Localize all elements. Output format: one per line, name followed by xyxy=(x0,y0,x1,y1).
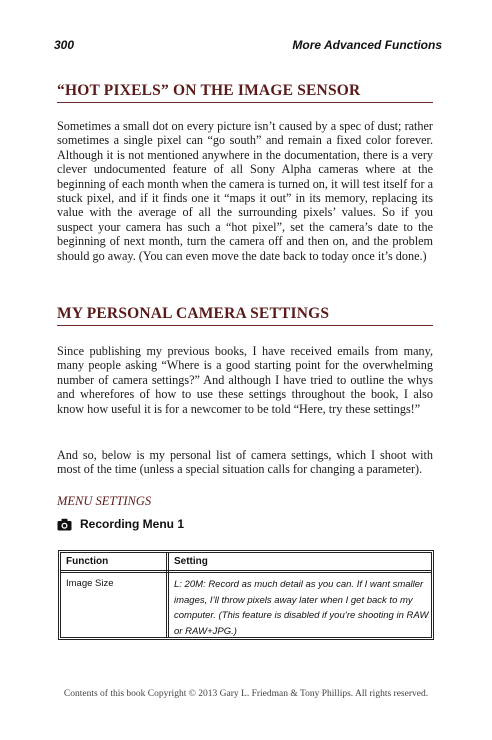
recording-menu-title xyxy=(57,515,184,533)
hot-pixels-paragraph: Sometimes a small dot on every picture isn’t caused by a spec of dust; rather sometimes a single pixel can “go south” and remain a fixed color forever. Although it is not mentioned anywhere in the documentation, there is a very clever undocumented feature of all Sony Alpha cameras where at the beginning of each month when the camera is turned on, it will test itself for a stuck pixel, and if it finds one it “maps it out” in its memory, replacing its value with the average of all the surrounding pixels’ values. So if you suspect your camera has such a “hot pixel”, set the camera’s date to the beginning of next month, turn the camera off and then on, and the problem should go away. (You can even move the date back to today once it’s done.) xyxy=(57,119,433,263)
camera-settings-paragraph-1: Since publishing my previous books, I have received emails from many, many people asking “Where is a good starting point for the overwhelming number of camera settings?” And although I have tried to outline the whys and wherefores of how to use these settings throughout the book, I also know how useful it is for a newcomer to be told “Here, try these settings!” xyxy=(57,344,433,416)
section-heading-hot-pixels: “HOT PIXELS” ON THE IMAGE SENSOR xyxy=(57,82,433,103)
table-header-row xyxy=(61,553,431,573)
table-header-function: Function xyxy=(66,556,109,567)
chapter-title: More Advanced Functions xyxy=(292,38,442,52)
table-cell-function: Image Size xyxy=(66,578,114,589)
table-column-divider xyxy=(166,553,169,637)
table-cell-setting: L: 20M: Record as much detail as you can. If I want smaller images, I’ll throw pixels away later when I get back to my computer. (This feature is disabled if you’re shooting in RAW or RAW+JPG.) xyxy=(174,579,429,637)
camera-settings-paragraph-2: And so, below is my personal list of camera settings, which I shoot with most of the time (unless a special situation calls for changing a parameter). xyxy=(57,448,433,477)
copyright-footer: Contents of this book Copyright © 2013 Gary L. Friedman & Tony Phillips. All rights reserved. xyxy=(63,689,429,699)
camera-icon xyxy=(57,518,72,531)
page-number: 300 xyxy=(54,38,75,52)
page-header xyxy=(52,38,442,58)
recording-menu-label: Recording Menu 1 xyxy=(80,517,185,531)
settings-table xyxy=(58,550,434,640)
menu-settings-subheading: MENU SETTINGS xyxy=(57,494,152,508)
table-header-setting: Setting xyxy=(174,556,208,567)
section-heading-camera-settings: MY PERSONAL CAMERA SETTINGS xyxy=(57,305,433,326)
